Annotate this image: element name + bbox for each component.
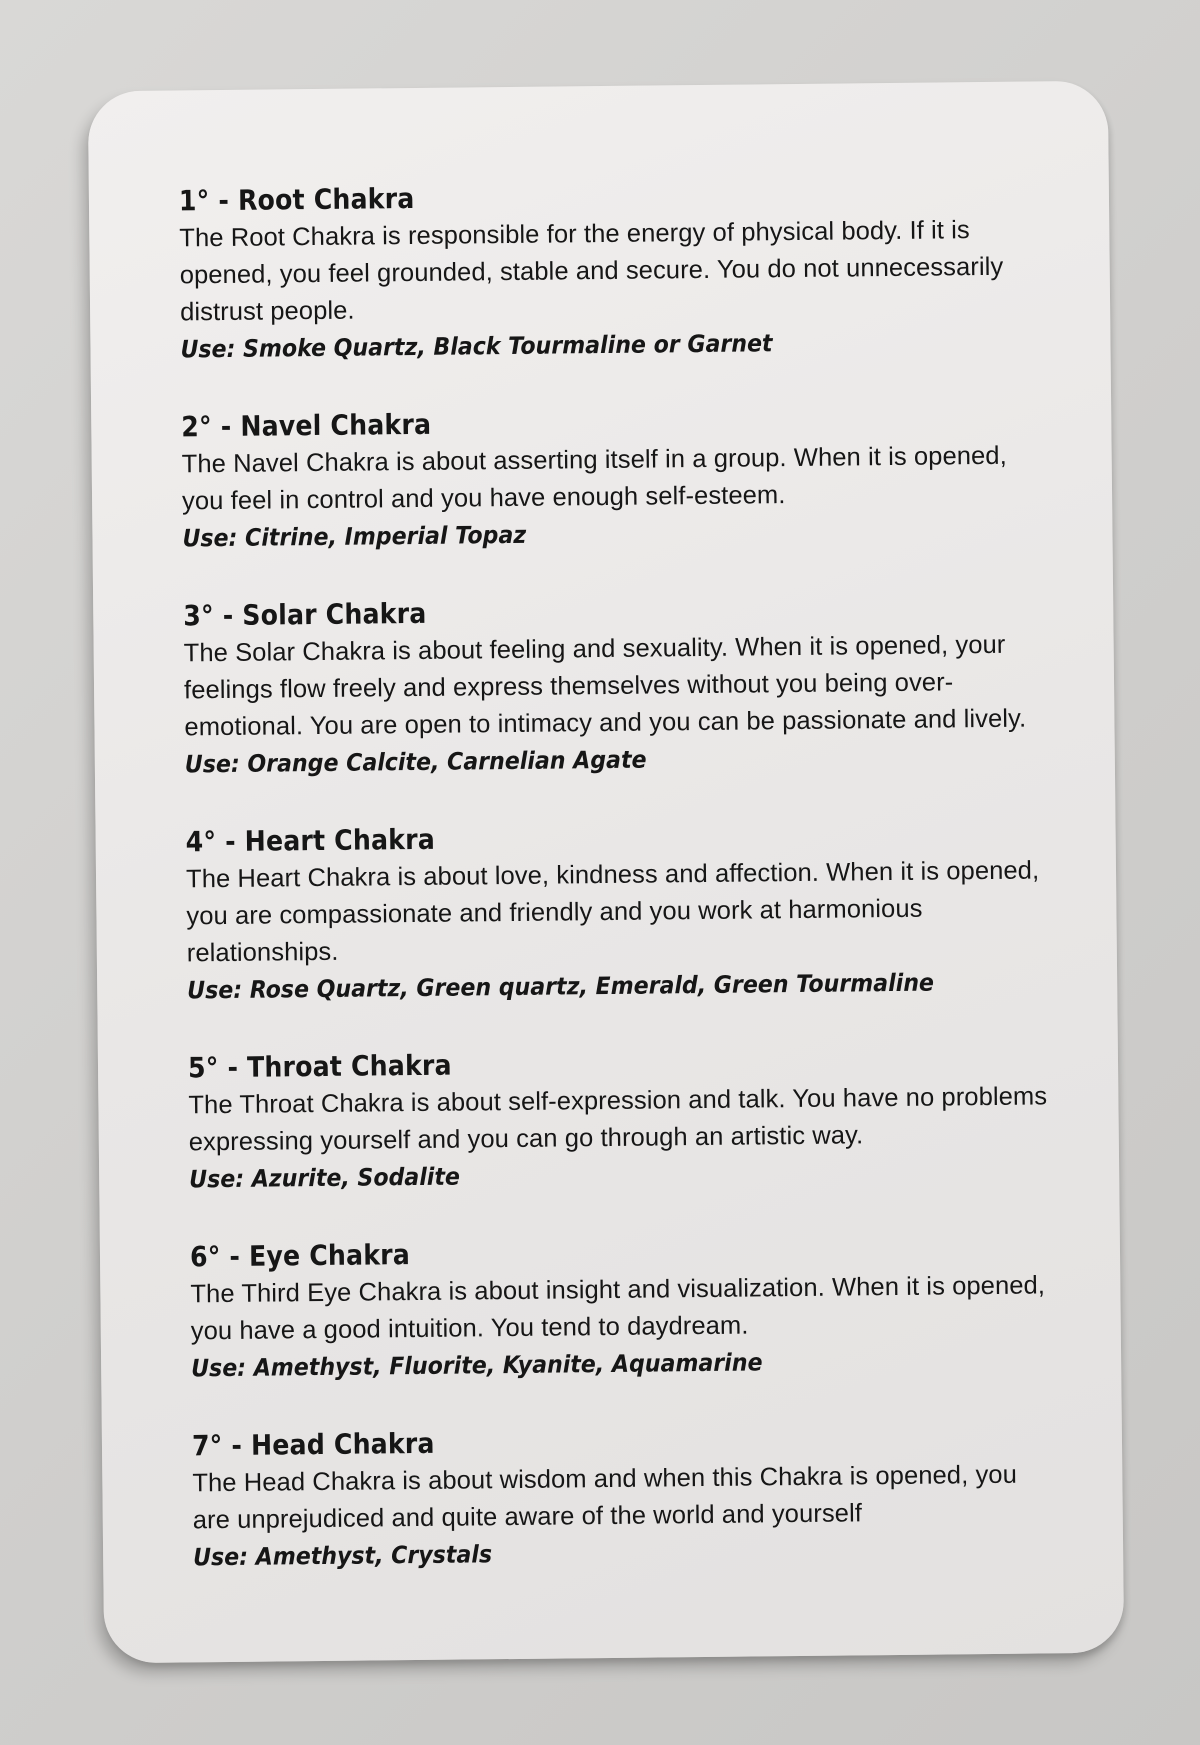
chakra-description: The Heart Chakra is about love, kindness and affection. When it is opened, you are compassionate and friendly and you work at harmonious relationships.	[185, 856, 1040, 968]
chakra-description: The Solar Chakra is about feeling and sexuality. When it is opened, your feelings flow freely and express themselves without you being over-emotional. You are open to intimacy and you can be passionate and lively.	[183, 630, 1027, 742]
chakra-section-navel	[181, 399, 1043, 557]
chakra-use-stones: Use: Smoke Quartz, Black Tourmaline or Garnet	[180, 329, 773, 364]
chakra-use-stones: Use: Orange Calcite, Carnelian Agate	[184, 745, 647, 779]
chakra-description: The Navel Chakra is about asserting itself in a group. When it is opened, you feel in control and you have enough self-esteem.	[181, 441, 1007, 516]
chakra-section-solar	[183, 588, 1045, 783]
chakra-heading: 4° - Heart Chakra	[185, 822, 436, 859]
chakra-section-root	[179, 173, 1041, 368]
chakra-heading: 1° - Root Chakra	[178, 181, 415, 218]
chakra-use-stones: Use: Azurite, Sodalite	[189, 1162, 461, 1194]
card-content	[179, 173, 1054, 1616]
chakra-heading: 6° - Eye Chakra	[189, 1238, 411, 1274]
chakra-heading: 5° - Throat Chakra	[187, 1048, 452, 1085]
chakra-description: The Head Chakra is about wisdom and when this Chakra is opened, you are unprejudiced and quite aware of the world and yourself	[192, 1460, 1018, 1535]
chakra-section-eye	[190, 1229, 1052, 1387]
chakra-heading: 2° - Navel Chakra	[181, 407, 432, 444]
chakra-description: The Root Chakra is responsible for the energy of physical body. If it is opened, you feel grounded, stable and secure. You do not unnecessarily distrust people.	[179, 216, 1004, 327]
chakra-use-stones: Use: Rose Quartz, Green quartz, Emerald, Green Tourmaline	[187, 968, 935, 1005]
chakra-card	[88, 81, 1124, 1664]
chakra-heading: 3° - Solar Chakra	[183, 596, 427, 633]
chakra-use-stones: Use: Amethyst, Fluorite, Kyanite, Aquamarine	[191, 1348, 763, 1383]
chakra-heading: 7° - Head Chakra	[191, 1426, 435, 1463]
chakra-description: The Throat Chakra is about self-expression and talk. You have no problems expressing yourself and you can go through an artistic way.	[188, 1082, 1048, 1157]
chakra-use-stones: Use: Citrine, Imperial Topaz	[182, 520, 527, 553]
chakra-section-head	[192, 1418, 1054, 1576]
chakra-use-stones: Use: Amethyst, Crystals	[193, 1540, 493, 1572]
chakra-section-heart	[185, 814, 1047, 1009]
chakra-description: The Third Eye Chakra is about insight and visualization. When it is opened, you have a good intuition. You tend to daydream.	[190, 1271, 1046, 1346]
chakra-section-throat	[188, 1040, 1050, 1198]
